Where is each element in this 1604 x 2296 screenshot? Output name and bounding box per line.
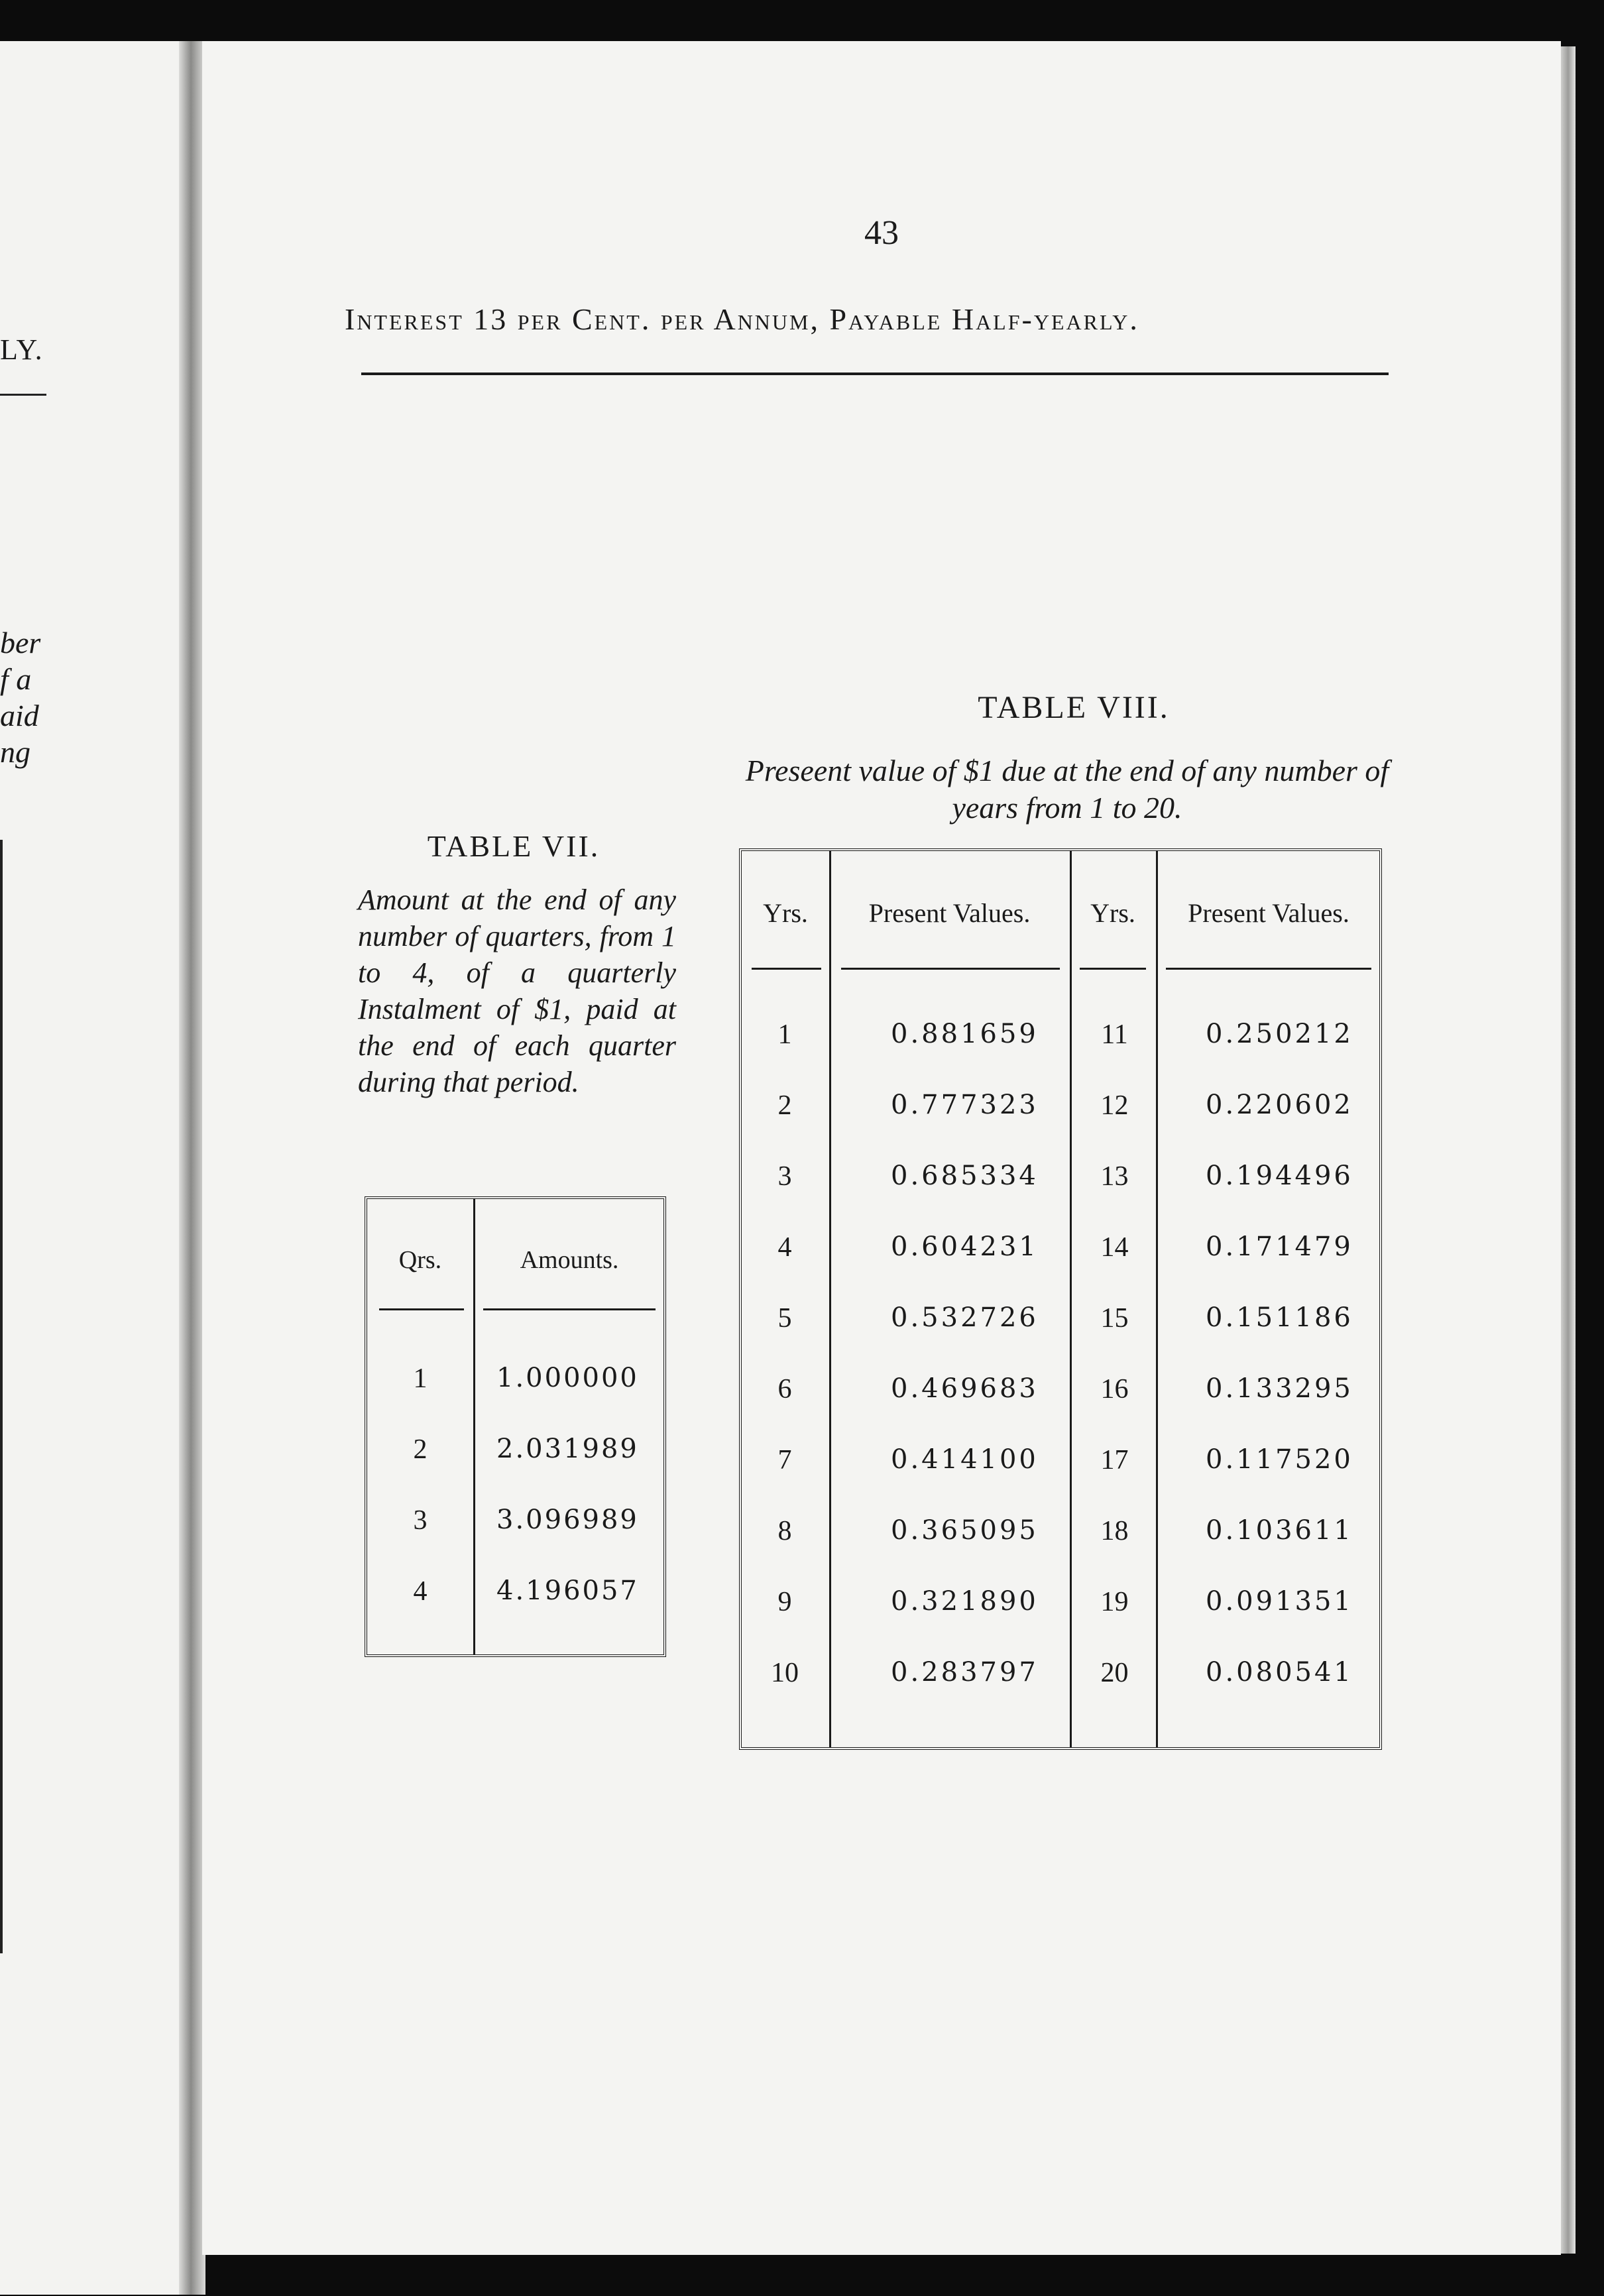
present-value-cell: 0.103611: [1206, 1515, 1353, 1546]
qrs-cell: 4: [413, 1576, 428, 1607]
table-row: [742, 1444, 1379, 1484]
table-row: [742, 1090, 1379, 1129]
present-value-cell: 0.194496: [1206, 1161, 1353, 1191]
table-viii: [739, 848, 1382, 1750]
yrs-cell: 13: [1100, 1161, 1129, 1192]
page-number: 43: [864, 214, 899, 252]
table-viii-title: TABLE VIII.: [978, 690, 1170, 725]
yrs-cell: 1: [777, 1019, 792, 1050]
table-vii-title: TABLE VII.: [427, 829, 601, 863]
present-value-cell: 0.151186: [1206, 1302, 1353, 1333]
present-value-cell: 0.777323: [891, 1090, 1039, 1120]
present-value-cell: 0.171479: [1206, 1232, 1353, 1262]
amount-cell: 1.000000: [496, 1363, 639, 1393]
yrs-cell: 5: [777, 1303, 792, 1334]
table-row: [742, 1657, 1379, 1697]
yrs-cell: 2: [777, 1090, 792, 1121]
header-rule: [379, 1308, 464, 1310]
table-row: [742, 1019, 1379, 1059]
table-row: [742, 1515, 1379, 1555]
header-rule: [1166, 968, 1371, 970]
present-value-cell: 0.365095: [891, 1515, 1039, 1546]
present-value-cell: 0.283797: [891, 1657, 1039, 1688]
qrs-cell: 3: [413, 1505, 428, 1536]
table-row: [367, 1505, 663, 1544]
present-value-cell: 0.321890: [891, 1586, 1039, 1617]
header-rule: [752, 968, 821, 970]
qrs-cell: 2: [413, 1434, 428, 1465]
yrs-cell: 6: [777, 1374, 792, 1405]
yrs-cell: 12: [1100, 1090, 1129, 1121]
page-edge: [1561, 46, 1575, 2254]
table-row: [367, 1363, 663, 1403]
yrs-cell: 9: [777, 1587, 792, 1617]
amount-cell: 4.196057: [496, 1576, 639, 1606]
yrs-cell: 15: [1100, 1303, 1129, 1334]
yrs-cell: 3: [777, 1161, 792, 1192]
running-head-rule: [361, 373, 1389, 375]
column-header-amounts: Amounts.: [520, 1246, 619, 1274]
facing-page-rule: [0, 394, 46, 396]
column-header-present-values: Present Values.: [868, 898, 1031, 928]
facing-page-caption-line: aid: [0, 699, 39, 732]
table-row: [367, 1576, 663, 1615]
facing-page-caption-line: f a: [0, 662, 32, 696]
present-value-cell: 0.091351: [1206, 1586, 1353, 1617]
facing-page-caption-line: ber: [0, 626, 41, 660]
facing-page-table-border: [0, 840, 3, 1953]
table-row: [367, 1434, 663, 1473]
amount-cell: 2.031989: [496, 1434, 639, 1464]
yrs-cell: 7: [777, 1445, 792, 1475]
yrs-cell: 4: [777, 1232, 792, 1263]
facing-page-running-head: LY.: [0, 333, 44, 366]
yrs-cell: 18: [1100, 1516, 1129, 1546]
column-header-qrs: Qrs.: [398, 1246, 442, 1274]
column-header-yrs: Yrs.: [763, 898, 808, 928]
present-value-cell: 0.532726: [891, 1302, 1039, 1333]
present-value-cell: 0.080541: [1206, 1657, 1353, 1688]
present-value-cell: 0.469683: [891, 1373, 1039, 1404]
yrs-cell: 20: [1100, 1658, 1129, 1688]
table-row: [742, 1586, 1379, 1626]
yrs-cell: 10: [771, 1658, 799, 1688]
yrs-cell: 8: [777, 1516, 792, 1546]
yrs-cell: 17: [1100, 1445, 1129, 1475]
book-spine: [179, 41, 205, 2295]
running-head: Interest 13 per Cent. per Annum, Payable Half-yearly.: [345, 302, 1139, 336]
present-value-cell: 0.685334: [891, 1161, 1039, 1191]
table-row: [742, 1232, 1379, 1271]
table-vii: [365, 1196, 666, 1657]
present-value-cell: 0.604231: [891, 1232, 1039, 1262]
present-value-cell: 0.250212: [1206, 1019, 1353, 1049]
facing-page: [0, 41, 199, 2295]
table-row: [742, 1302, 1379, 1342]
present-value-cell: 0.881659: [891, 1019, 1039, 1049]
yrs-cell: 19: [1100, 1587, 1129, 1617]
table-row: [742, 1161, 1379, 1200]
header-rule: [1080, 968, 1146, 970]
header-rule: [841, 968, 1060, 970]
table-row: [742, 1373, 1379, 1413]
present-value-cell: 0.414100: [891, 1444, 1039, 1475]
column-header-present-values: Present Values.: [1188, 898, 1349, 928]
yrs-cell: 11: [1101, 1019, 1128, 1050]
present-value-cell: 0.117520: [1206, 1444, 1353, 1475]
column-header-yrs: Yrs.: [1090, 898, 1135, 928]
table-vii-caption: Amount at the end of any number of quarters, from 1 to 4, of a quarterly Instalment of $1, paid at the end of each quarter during that period.: [358, 884, 676, 1098]
qrs-cell: 1: [413, 1363, 428, 1394]
facing-page-caption-line: ng: [0, 735, 30, 769]
present-value-cell: 0.133295: [1206, 1373, 1353, 1404]
table-viii-caption: Preseent value of $1 due at the end of any number of years from 1 to 20.: [745, 754, 1389, 825]
present-value-cell: 0.220602: [1206, 1090, 1353, 1120]
amount-cell: 3.096989: [496, 1505, 639, 1535]
yrs-cell: 14: [1100, 1232, 1129, 1263]
yrs-cell: 16: [1100, 1374, 1129, 1405]
header-rule: [483, 1308, 656, 1310]
